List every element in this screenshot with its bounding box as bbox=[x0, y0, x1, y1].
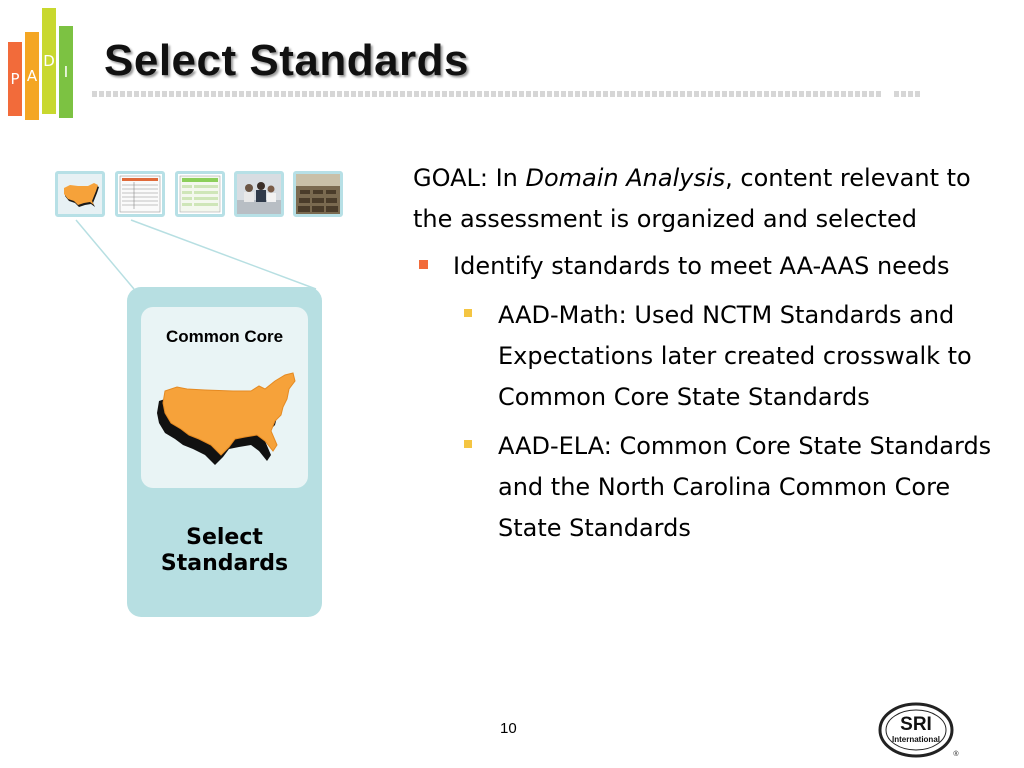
title-underline-tail bbox=[894, 91, 922, 97]
bullet-square-icon bbox=[419, 260, 428, 269]
goal-prefix: GOAL: In bbox=[413, 164, 526, 192]
subbullet-square-icon bbox=[464, 309, 472, 317]
card-title-line2: Standards bbox=[160, 551, 289, 576]
common-core-label: Common Core bbox=[165, 327, 284, 346]
bullet-text: Identify standards to meet AA-AAS needs bbox=[453, 252, 950, 280]
people-meeting-icon bbox=[237, 174, 281, 214]
subbullet-text: AAD-Math: Used NCTM Standards and Expectations later created crosswalk to Common Core State Standards bbox=[498, 301, 972, 411]
logo-letter: A bbox=[26, 67, 38, 85]
page-number: 10 bbox=[500, 720, 517, 737]
card-title-line1: Select bbox=[186, 525, 263, 550]
select-standards-card bbox=[127, 287, 322, 617]
registered-mark-icon: ® bbox=[953, 751, 959, 758]
slide-body bbox=[413, 158, 993, 557]
padi-logo bbox=[8, 8, 88, 114]
logo-bar-i bbox=[59, 26, 73, 118]
subbullet-list bbox=[453, 295, 992, 549]
sri-logo-subtitle: International bbox=[891, 735, 941, 744]
classroom-icon bbox=[296, 174, 340, 214]
subbullet-item bbox=[453, 426, 1018, 549]
goal-emphasis: Domain Analysis bbox=[525, 164, 726, 192]
subbullet-square-icon bbox=[464, 440, 472, 448]
thumbnail-us-map[interactable] bbox=[55, 171, 105, 217]
title-underline bbox=[92, 91, 882, 97]
us-map-icon bbox=[58, 174, 102, 214]
slide-title: Select Standards bbox=[104, 36, 470, 85]
bullet-item bbox=[413, 246, 992, 549]
logo-letter: D bbox=[43, 52, 55, 70]
us-map-icon bbox=[147, 359, 307, 479]
subbullet-item bbox=[453, 295, 1018, 418]
logo-letter: P bbox=[10, 70, 20, 88]
goal-suffix: , content relevant to the assessment is organized and selected bbox=[413, 164, 971, 233]
sri-logo-name: SRI bbox=[900, 714, 932, 735]
logo-bar-a bbox=[25, 32, 39, 120]
subbullet-text: AAD-ELA: Common Core State Standards and the North Carolina Common Core State Standards bbox=[498, 432, 992, 542]
document-icon bbox=[118, 174, 162, 214]
common-core-panel bbox=[141, 307, 308, 488]
logo-letter: I bbox=[63, 63, 69, 81]
thumbnail-spreadsheet[interactable] bbox=[175, 171, 225, 217]
spreadsheet-icon bbox=[178, 174, 222, 214]
logo-bar-d bbox=[42, 8, 56, 114]
goal-paragraph bbox=[413, 158, 973, 240]
thumbnail-classroom[interactable] bbox=[293, 171, 343, 217]
thumbnail-document[interactable] bbox=[115, 171, 165, 217]
logo-bar-p bbox=[8, 42, 22, 116]
sri-international-logo bbox=[876, 698, 962, 762]
thumbnail-meeting[interactable] bbox=[234, 171, 284, 217]
card-title bbox=[127, 525, 322, 577]
bullet-list bbox=[413, 246, 993, 549]
